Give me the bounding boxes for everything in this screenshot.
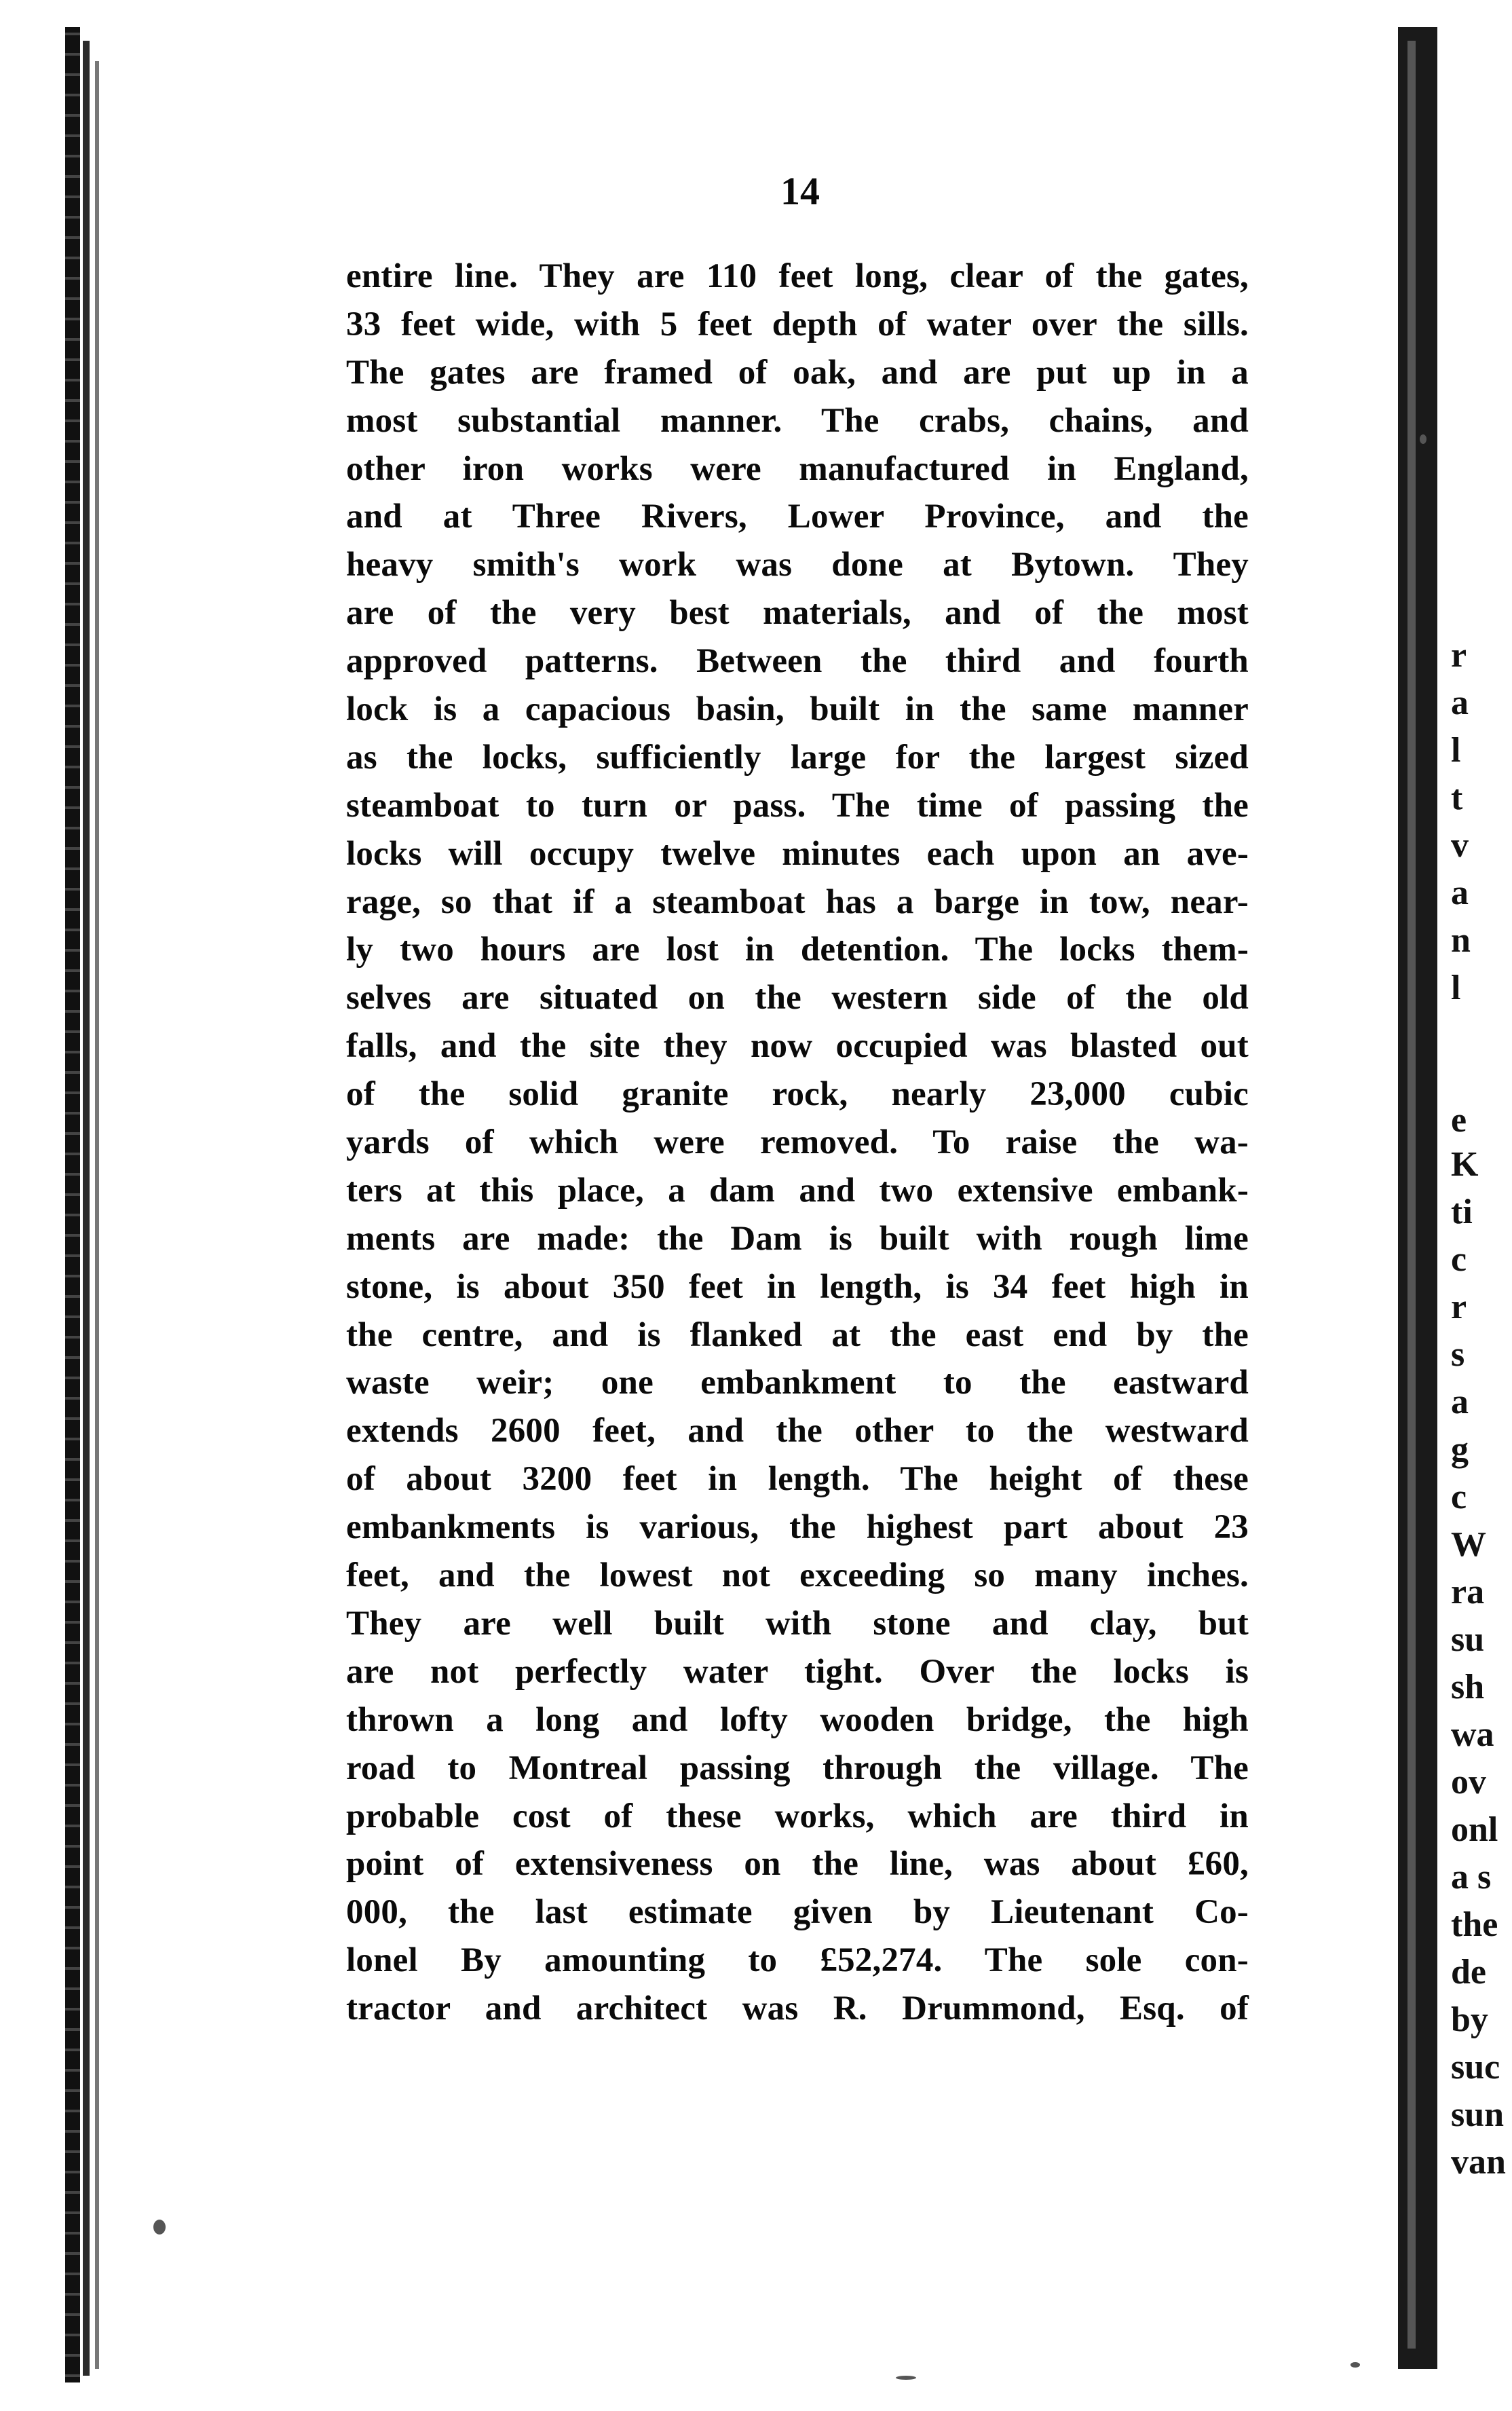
fragment-text: t: [1451, 779, 1463, 817]
text-line: the centre, and is flanked at the east end by the: [346, 1315, 1249, 1354]
fragment-text: r: [1451, 1288, 1467, 1326]
text-line: tractor and architect was R. Drummond, Esq. of: [346, 1989, 1249, 2028]
text-line: most substantial manner. The crabs, chains, and: [346, 401, 1249, 440]
fragment-text: a s: [1451, 1858, 1492, 1896]
fragment-text: wa: [1451, 1715, 1494, 1754]
fragment-text: W: [1451, 1525, 1486, 1564]
text-line: selves are situated on the western side of the old: [346, 979, 1249, 1017]
fragment-text: van: [1451, 2143, 1506, 2182]
fragment-text: ti: [1451, 1193, 1473, 1231]
text-line: point of extensiveness on the line, was about £60,: [346, 1845, 1249, 1884]
fragment-text: ov: [1451, 1763, 1486, 1801]
fragment-text: by: [1451, 2000, 1488, 2039]
text-line: are of the very best materials, and of the most: [346, 594, 1249, 633]
fragment-text: c: [1451, 1240, 1467, 1279]
fragment-text: a: [1451, 874, 1469, 912]
fragment-text: c: [1451, 1478, 1467, 1516]
fragment-text: n: [1451, 921, 1471, 960]
fragment-text: onl: [1451, 1810, 1498, 1849]
text-line: lonel By amounting to £52,274. The sole con-: [346, 1941, 1249, 1980]
text-line: of about 3200 feet in length. The height of these: [346, 1460, 1249, 1499]
text-line: heavy smith's work was done at Bytown. They: [346, 546, 1249, 584]
text-line: yards of which were removed. To raise the wa-: [346, 1123, 1249, 1162]
text-line: ments are made: the Dam is built with rough lime: [346, 1219, 1249, 1258]
adjacent-page-edge: [1398, 0, 1512, 2411]
text-line: locks will occupy twelve minutes each upon an ave-: [346, 834, 1249, 873]
text-line: approved patterns. Between the third and fourth: [346, 642, 1249, 681]
fragment-text: r: [1451, 636, 1467, 675]
fragment-text: ra: [1451, 1573, 1485, 1611]
speck: [1350, 2362, 1360, 2368]
fragment-text: su: [1451, 1620, 1485, 1659]
fragment-text: g: [1451, 1430, 1469, 1469]
fragment-text: l: [1451, 969, 1461, 1007]
text-line: feet, and the lowest not exceeding so many inches.: [346, 1556, 1249, 1595]
fragment-text: a: [1451, 1383, 1469, 1421]
text-line: extends 2600 feet, and the other to the westward: [346, 1412, 1249, 1451]
left-binding-edge: [0, 0, 75, 2411]
text-line: The gates are framed of oak, and are put up in a: [346, 353, 1249, 392]
text-line: ters at this place, a dam and two extensive embank-: [346, 1171, 1249, 1210]
text-line: are not perfectly water tight. Over the locks is: [346, 1652, 1249, 1691]
text-line: road to Montreal passing through the village. The: [346, 1749, 1249, 1787]
fragment-text: sh: [1451, 1668, 1485, 1706]
text-line: lock is a capacious basin, built in the same manner: [346, 690, 1249, 729]
page-fold-shadow: [1398, 27, 1437, 2369]
fragment-text: e: [1451, 1101, 1467, 1140]
fragment-text: a: [1451, 684, 1469, 722]
adjacent-page-fragments: [1451, 0, 1512, 2411]
fragment-text: l: [1451, 731, 1461, 770]
page-fold-highlight: [1407, 41, 1416, 2349]
speck: [1420, 434, 1426, 444]
text-line: thrown a long and lofty wooden bridge, the high: [346, 1700, 1249, 1739]
text-line: probable cost of these works, which are third in: [346, 1797, 1249, 1835]
text-line: 33 feet wide, with 5 feet depth of water over the sills.: [346, 305, 1249, 343]
fragment-text: v: [1451, 826, 1469, 865]
page-number: 14: [780, 169, 820, 213]
binding-shadow: [65, 27, 80, 2382]
fragment-text: the: [1451, 1905, 1498, 1944]
text-line: ly two hours are lost in detention. The locks them-: [346, 931, 1249, 969]
fragment-text: suc: [1451, 2048, 1500, 2087]
fragment-text: sun: [1451, 2095, 1505, 2134]
text-line: steamboat to turn or pass. The time of passing the: [346, 786, 1249, 825]
text-line: rage, so that if a steamboat has a barge in tow, near-: [346, 882, 1249, 921]
fragment-text: K: [1451, 1145, 1479, 1184]
speck: [896, 2376, 916, 2380]
binding-shadow-inner: [83, 41, 90, 2376]
text-line: 000, the last estimate given by Lieutenant Co-: [346, 1893, 1249, 1932]
text-line: waste weir; one embankment to the eastward: [346, 1364, 1249, 1402]
text-line: embankments is various, the highest part about 23: [346, 1508, 1249, 1547]
text-line: stone, is about 350 feet in length, is 34 feet high in: [346, 1267, 1249, 1306]
binding-shadow-light: [95, 61, 99, 2369]
text-line: of the solid granite rock, nearly 23,000 cubic: [346, 1075, 1249, 1114]
text-line: falls, and the site they now occupied was blasted out: [346, 1027, 1249, 1066]
body-text: [346, 253, 1249, 2033]
fragment-text: de: [1451, 1953, 1486, 1992]
fragment-text: s: [1451, 1335, 1465, 1374]
text-line: and at Three Rivers, Lower Province, and the: [346, 498, 1249, 536]
speck: [153, 2220, 166, 2235]
text-line: They are well built with stone and clay, but: [346, 1604, 1249, 1643]
text-line: entire line. They are 110 feet long, clear of the gates,: [346, 257, 1249, 295]
text-line: as the locks, sufficiently large for the largest sized: [346, 738, 1249, 777]
text-line: other iron works were manufactured in England,: [346, 449, 1249, 488]
